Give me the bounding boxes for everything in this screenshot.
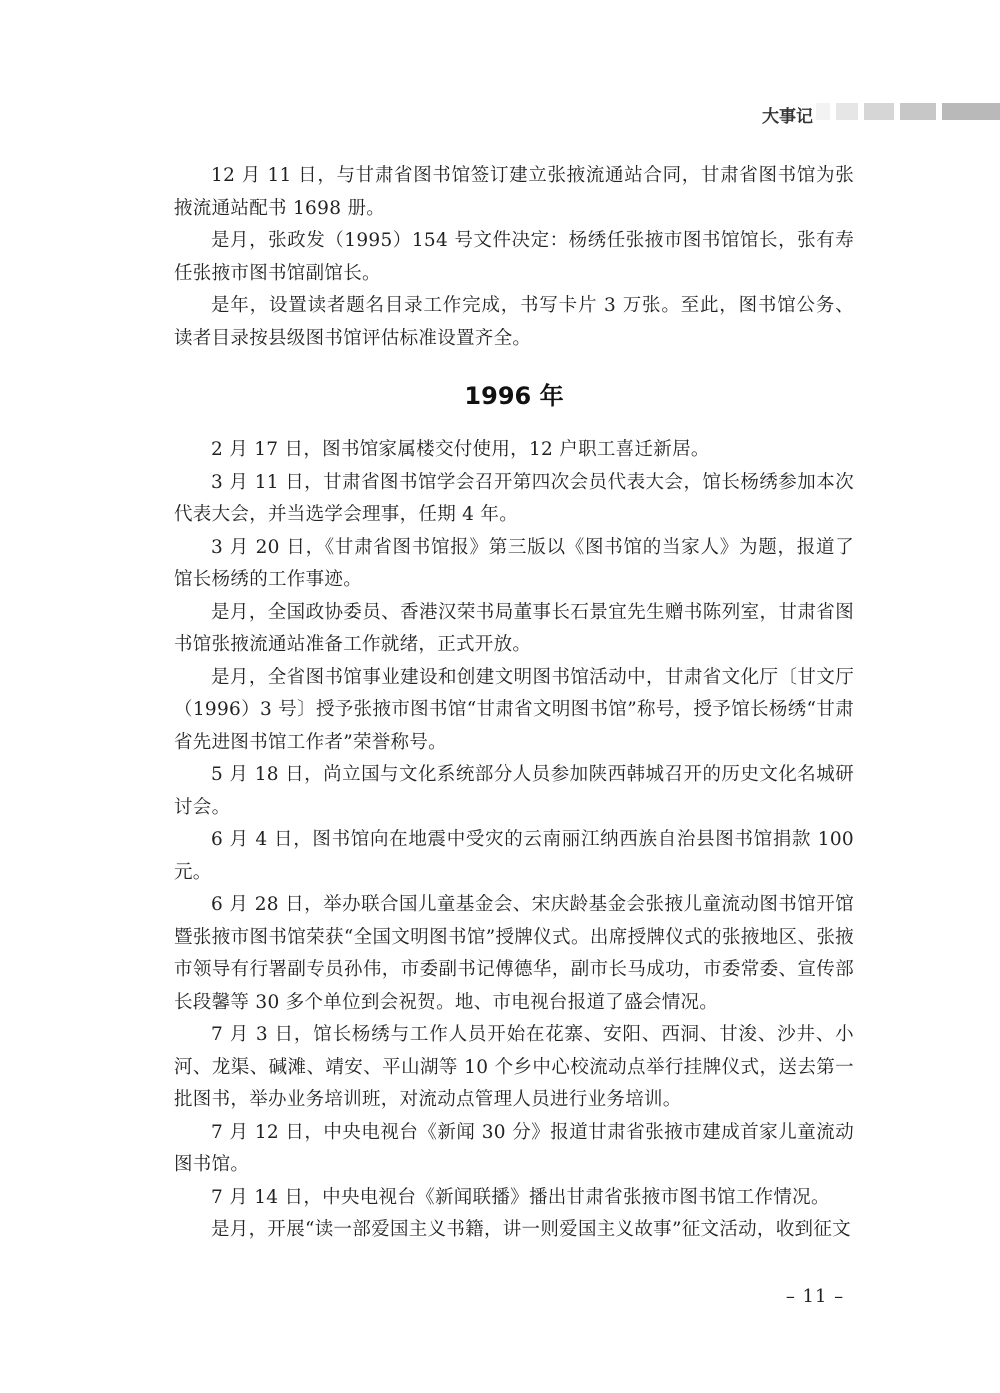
paragraph: 3 月 11 日，甘肃省图书馆学会召开第四次会员代表大会，馆长杨绣参加本次代表大会，并当选学会理事，任期 4 年。 bbox=[174, 471, 854, 525]
paragraph: 是月，开展“读一部爱国主义书籍，讲一则爱国主义故事”征文活动，收到征文 bbox=[211, 1219, 851, 1240]
section-title: 大事记 bbox=[762, 107, 813, 127]
page-body bbox=[174, 160, 854, 1247]
header-decor-bar-2 bbox=[836, 103, 858, 120]
paragraph: 是月，全省图书馆事业建设和创建文明图书馆活动中，甘肃省文化厅〔甘文厅（1996）3 号〕授予张掖市图书馆“甘肃省文明图书馆”称号，授予馆长杨绣“甘肃省先进图书馆工作者”荣誉称号。 bbox=[174, 666, 854, 753]
header-decor-bar-3 bbox=[864, 103, 894, 120]
paragraph: 2 月 17 日，图书馆家属楼交付使用，12 户职工喜迁新居。 bbox=[211, 439, 710, 460]
paragraph: 6 月 28 日，举办联合国儿童基金会、宋庆龄基金会张掖儿童流动图书馆开馆暨张掖市图书馆荣获“全国文明图书馆”授牌仪式。出席授牌仪式的张掖地区、张掖市领导有行署副专员孙伟，市委副书记傅德华，副市长马成功，市委常委、宣传部长段馨等 30 多个单位到会祝贺。地、市电视台报道了盛会情况。 bbox=[174, 894, 854, 1013]
header-decor-bar-1 bbox=[816, 103, 830, 120]
paragraph: 是年，设置读者题名目录工作完成，书写卡片 3 万张。至此，图书馆公务、读者目录按县级图书馆评估标准设置齐全。 bbox=[174, 295, 854, 349]
header-decor-bar-5 bbox=[942, 103, 1000, 120]
paragraph: 是月，张政发（1995）154 号文件决定：杨绣任张掖市图书馆馆长，张有寿任张掖市图书馆副馆长。 bbox=[174, 230, 854, 284]
paragraph: 6 月 4 日，图书馆向在地震中受灾的云南丽江纳西族自治县图书馆捐款 100 元。 bbox=[174, 829, 854, 883]
running-header bbox=[0, 96, 1000, 128]
year-heading: 1996 年 bbox=[464, 382, 564, 410]
paragraph: 12 月 11 日，与甘肃省图书馆签订建立张掖流通站合同，甘肃省图书馆为张掖流通站配书 1698 册。 bbox=[174, 165, 854, 219]
paragraph: 7 月 14 日，中央电视台《新闻联播》播出甘肃省张掖市图书馆工作情况。 bbox=[211, 1186, 830, 1208]
paragraph: 是月，全国政协委员、香港汉荣书局董事长石景宜先生赠书陈列室，甘肃省图书馆张掖流通站准备工作就绪，正式开放。 bbox=[174, 601, 854, 655]
page-number: – 11 – bbox=[785, 1286, 845, 1307]
paragraph: 5 月 18 日，尚立国与文化系统部分人员参加陕西韩城召开的历史文化名城研讨会。 bbox=[174, 764, 854, 818]
paragraph: 3 月 20 日，《甘肃省图书馆报》第三版以《图书馆的当家人》为题，报道了馆长杨绣的工作事迹。 bbox=[174, 536, 854, 590]
paragraph: 7 月 12 日，中央电视台《新闻 30 分》报道甘肃省张掖市建成首家儿童流动图书馆。 bbox=[174, 1121, 854, 1175]
paragraph: 7 月 3 日，馆长杨绣与工作人员开始在花寨、安阳、西洞、甘浚、沙井、小河、龙渠、碱滩、靖安、平山湖等 10 个乡中心校流动点举行挂牌仪式，送去第一批图书，举办业务培训班，对流动点管理人员进行业务培训。 bbox=[174, 1024, 854, 1110]
header-decor-bar-4 bbox=[900, 103, 936, 120]
